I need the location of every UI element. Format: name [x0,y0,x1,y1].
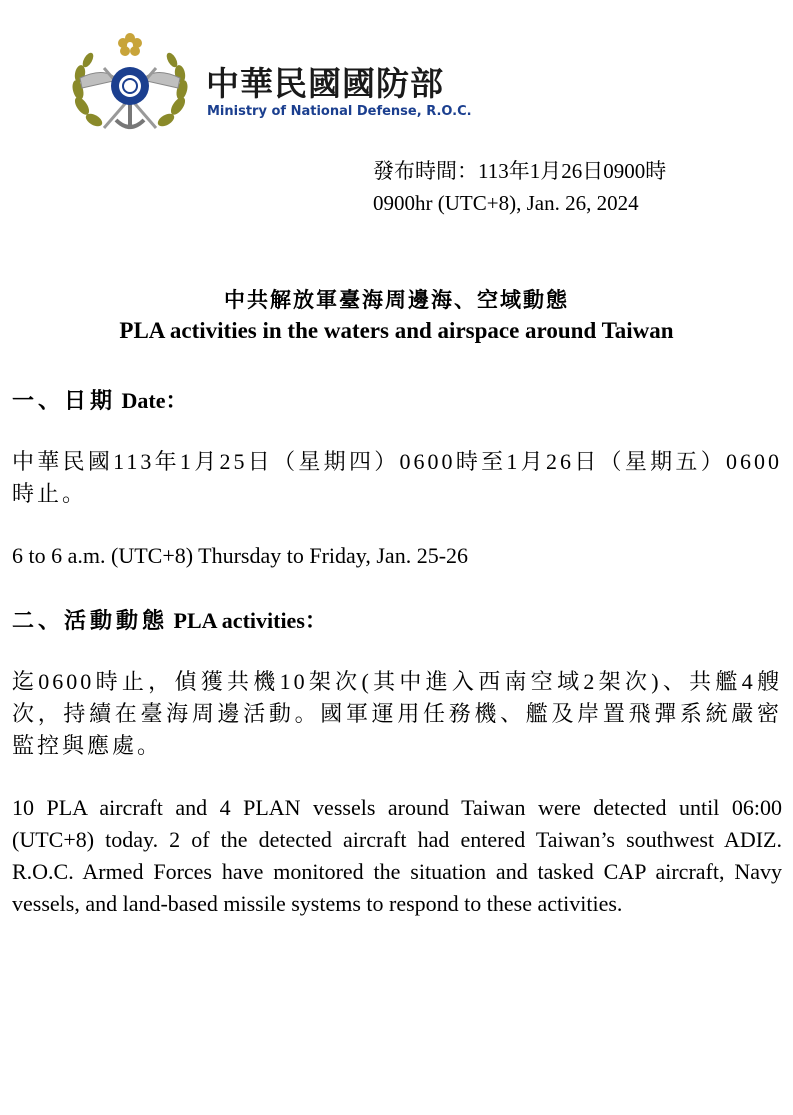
ministry-logo [60,28,520,143]
date-body-zh: 中華民國113年1月25日（星期四）0600時至1月26日（星期五）0600時止。 [12,449,782,506]
activity-body-en: 10 PLA aircraft and 4 PLAN vessels around Taiwan were detected until 06:00 (UTC+8) today. 2 of the detected aircraft had entered Taiwan’s southwest ADIZ. R.O.C. Armed Forces have monitored the situation and tasked CAP aircraft, Navy vessels, and land-based missile systems to respond to these activities. [12,795,782,916]
org-name-en: Ministry of National Defense, R.O.C. [207,104,472,119]
activity-body-zh: 迄0600時止，偵獲共機10架次(其中進入西南空域2架次)、共艦4艘次，持續在臺海周邊活動。國軍運用任務機、艦及岸置飛彈系統嚴密監控與應處。 [12,669,782,758]
release-time-zh: 發布時間：113年1月26日0900時 [373,159,667,183]
title-zh: 中共解放軍臺海周邊海、空域動態 [224,287,569,312]
mnd-emblem-icon [60,28,200,138]
activity-heading [12,604,327,635]
date-heading-zh: 一、日期 [12,388,117,414]
date-heading-en: Date： [121,388,188,413]
date-body-en: 6 to 6 a.m. (UTC+8) Thursday to Friday, Jan. 25-26 [12,543,469,568]
release-time-en: 0900hr (UTC+8), Jan. 26, 2024 [373,191,639,215]
org-name-zh: 中華民國國防部 [206,64,444,103]
activity-heading-zh: 二、活動動態 [12,608,169,634]
date-heading [12,384,188,415]
title-en: PLA activities in the waters and airspace around Taiwan [119,318,674,343]
activity-heading-en: PLA activities： [173,608,327,633]
release-time [373,155,666,219]
